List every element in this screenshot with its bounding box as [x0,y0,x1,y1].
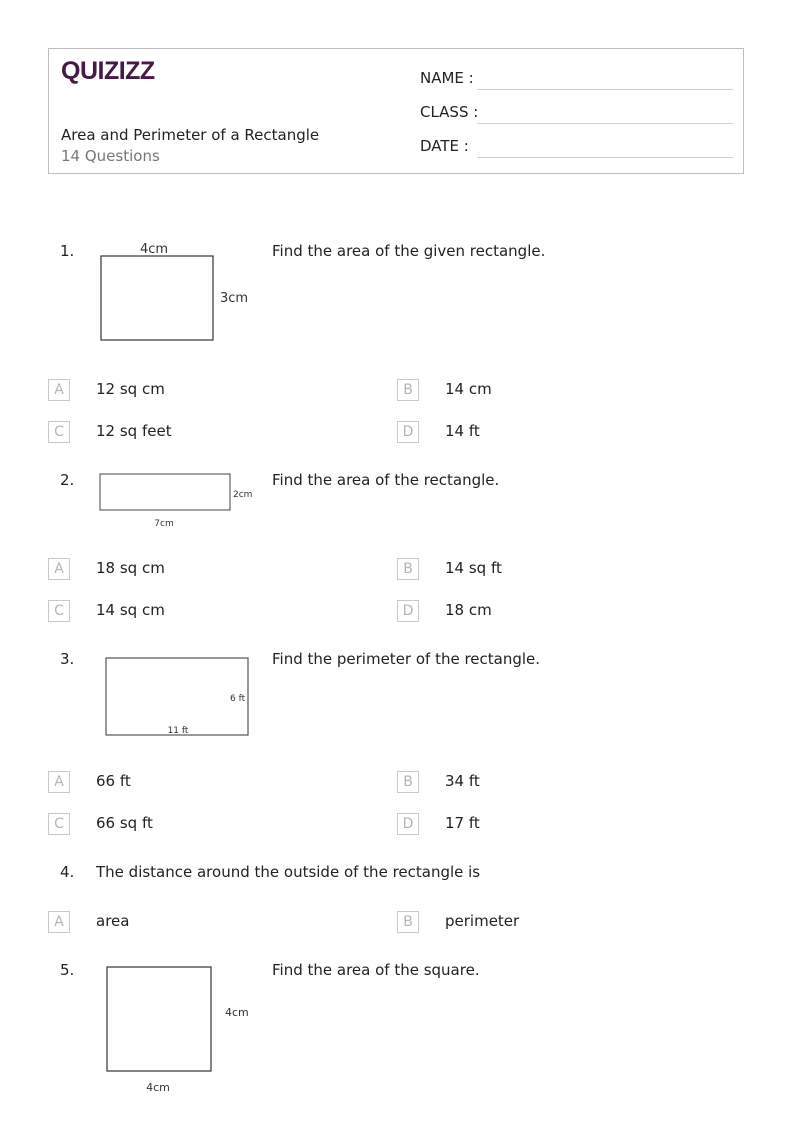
option-a-text[interactable]: 12 sq cm [96,380,165,398]
question-text: The distance around the outside of the rectangle is [96,863,481,881]
figure-side-label: 2cm [233,490,253,500]
rectangle-shape [100,474,230,510]
option-d-text[interactable]: 18 cm [445,601,492,619]
option-c-text[interactable]: 14 sq cm [96,601,165,619]
option-a-box[interactable]: A [48,911,70,933]
question-number: 3. [60,650,75,668]
question-text: Find the area of the given rectangle. [272,242,546,260]
question-number: 1. [60,242,75,260]
option-c-box[interactable]: C [48,421,70,443]
option-a-box[interactable]: A [48,771,70,793]
option-a-text[interactable]: area [96,912,130,930]
question-text: Find the perimeter of the rectangle. [272,650,541,668]
option-c-text[interactable]: 66 sq ft [96,814,153,832]
figure-side-label: 3cm [220,291,249,306]
figure-bottom-label: 7cm [154,519,174,529]
square-shape [107,967,211,1071]
option-b-text[interactable]: 14 cm [445,380,492,398]
option-b-text[interactable]: perimeter [445,912,520,930]
figure-top-label: 4cm [139,242,169,257]
rectangle-shape [101,256,213,340]
option-d-box[interactable]: D [397,421,419,443]
question-number: 2. [60,471,75,489]
option-d-text[interactable]: 14 ft [445,422,480,440]
option-b-box[interactable]: B [397,379,419,401]
figure-side-label: 6 ft [230,694,246,704]
option-b-box[interactable]: B [397,911,419,933]
option-a-text[interactable]: 18 sq cm [96,559,165,577]
option-d-text[interactable]: 17 ft [445,814,480,832]
date-line[interactable] [477,157,733,158]
figure-bottom-label: 4cm [146,1081,170,1094]
option-d-box[interactable]: D [397,600,419,622]
option-a-text[interactable]: 66 ft [96,772,131,790]
question-text: Find the area of the rectangle. [272,471,500,489]
quizizz-logo: QUIZIZZ [61,57,155,85]
rectangle-figure-q1 [96,236,256,346]
rectangle-shape [106,658,248,735]
question-count: 14 Questions [61,147,160,165]
option-c-box[interactable]: C [48,813,70,835]
option-d-box[interactable]: D [397,813,419,835]
worksheet-header [48,48,744,174]
class-line[interactable] [477,123,733,124]
option-b-box[interactable]: B [397,771,419,793]
square-figure-q5 [100,960,260,1100]
rectangle-figure-q2 [96,470,266,532]
name-label: NAME : [420,69,474,87]
question-number: 5. [60,961,75,979]
option-b-box[interactable]: B [397,558,419,580]
figure-side-label: 4cm [225,1006,249,1019]
worksheet-title: Area and Perimeter of a Rectangle [61,126,320,144]
class-label: CLASS : [420,103,479,121]
name-line[interactable] [477,89,733,90]
question-number: 4. [60,863,75,881]
option-b-text[interactable]: 34 ft [445,772,480,790]
rectangle-figure-q3 [100,652,260,742]
option-c-box[interactable]: C [48,600,70,622]
option-a-box[interactable]: A [48,558,70,580]
question-text: Find the area of the square. [272,961,480,979]
option-a-box[interactable]: A [48,379,70,401]
figure-bottom-label: 11 ft [167,726,189,736]
option-c-text[interactable]: 12 sq feet [96,422,172,440]
option-b-text[interactable]: 14 sq ft [445,559,502,577]
date-label: DATE : [420,137,469,155]
